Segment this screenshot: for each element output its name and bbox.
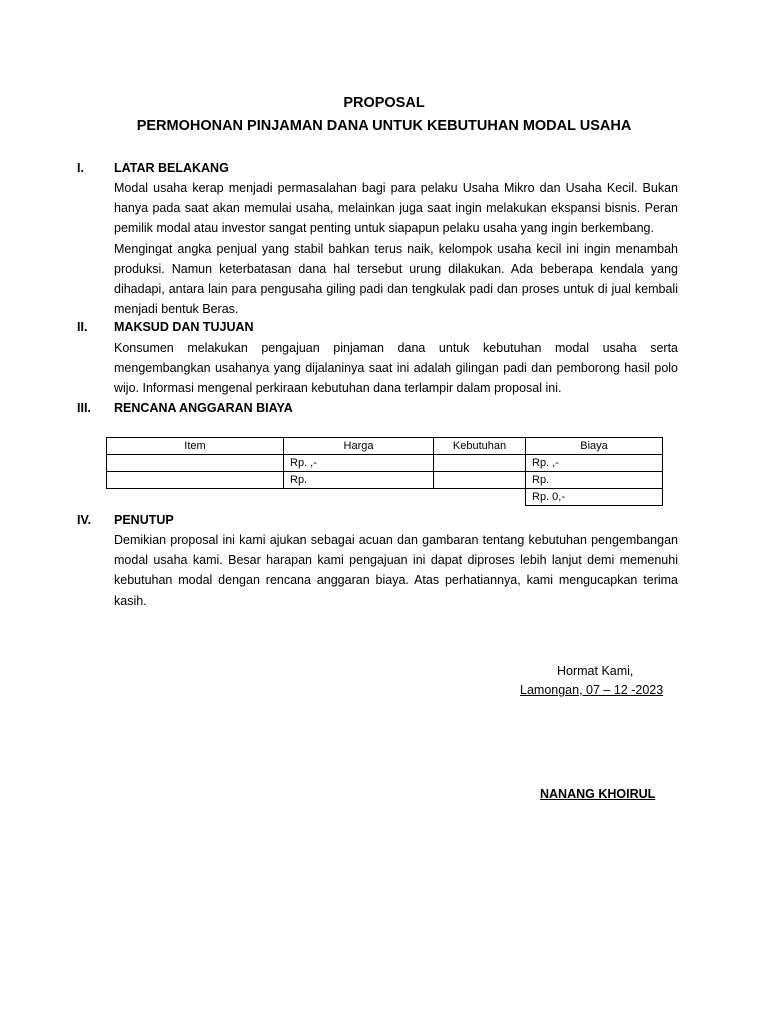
section-1-heading: LATAR BELAKANG	[114, 161, 229, 175]
budget-table-header-row	[107, 438, 663, 455]
budget-cell-kebutuhan	[434, 455, 526, 472]
section-4-paragraph-1: Demikian proposal ini kami ajukan sebagai acuan dan gambaran tentang kebutuhan pengembangan modal usaha kami. Besar harapan kami pengajuan ini dapat diproses lebih lanjut demi memenuhi kebutuhan modal dengan rencana anggaran biaya. Atas perhatiannya, kami mengucapkan terima kasih.	[114, 533, 678, 608]
budget-cell-biaya: Rp. ,-	[526, 455, 663, 472]
section-2-paragraph-1: Konsumen melakukan pengajuan pinjaman dana untuk kebutuhan modal usaha serta mengembangkan usahanya yang dijalaninya saat ini adalah gilingan padi dan pemborong hasil polo wijo. Informasi mengenal perkiraan kebutuhan dana terlampir dalam proposal ini.	[114, 341, 678, 396]
section-2-heading: MAKSUD DAN TUJUAN	[114, 320, 254, 334]
section-3-number: III.	[77, 401, 91, 415]
signer-name: NANANG KHOIRUL	[540, 787, 656, 801]
document-subtitle: PERMOHONAN PINJAMAN DANA UNTUK KEBUTUHAN MODAL USAHA	[136, 118, 632, 134]
document-title: PROPOSAL	[343, 95, 425, 111]
closing-greeting: Hormat Kami,	[557, 664, 634, 678]
table-row	[107, 472, 663, 489]
budget-total-row	[107, 489, 663, 506]
section-4-body	[114, 530, 678, 611]
section-2-number: II.	[77, 320, 88, 334]
budget-header-harga: Harga	[284, 438, 434, 455]
place-date: Lamongan, 07 – 12 -2023	[520, 683, 664, 697]
section-3-heading: RENCANA ANGGARAN BIAYA	[114, 401, 293, 415]
budget-table	[106, 437, 663, 506]
section-2-body	[114, 338, 678, 399]
budget-empty-cell	[434, 489, 526, 506]
budget-cell-item	[107, 455, 284, 472]
budget-empty-cell	[284, 489, 434, 506]
section-1-body	[114, 178, 678, 319]
budget-header-item: Item	[107, 438, 284, 455]
table-row	[107, 455, 663, 472]
section-4-heading: PENUTUP	[114, 513, 174, 527]
section-1-paragraph-1: Modal usaha kerap menjadi permasalahan bagi para pelaku Usaha Mikro dan Usaha Kecil. Bukan hanya pada saat akan memulai usaha, melainkan juga saat ingin melakukan ekspansi bisnis. Peran pemilik modal atau investor sangat penting untuk siapapun pelaku usaha yang ingin berkembang.	[114, 181, 678, 236]
section-4-number: IV.	[77, 513, 92, 527]
budget-total-cell: Rp. 0,-	[526, 489, 663, 506]
section-1-number: I.	[77, 161, 84, 175]
section-1-paragraph-2: Mengingat angka penjual yang stabil bahkan terus naik, kelompok usaha kecil ini ingin menambah produksi. Namun keterbatasan dana hal tersebut urung dilakukan. Ada beberapa kendala yang dihadapi, antara lain para pengusaha giling padi dan tengkulak padi dan proses untuk di jual kembali menjadi bentuk Beras.	[114, 241, 678, 317]
budget-header-kebutuhan: Kebutuhan	[434, 438, 526, 455]
budget-cell-item	[107, 472, 284, 489]
budget-empty-cell	[107, 489, 284, 506]
budget-cell-kebutuhan	[434, 472, 526, 489]
budget-header-biaya: Biaya	[526, 438, 663, 455]
budget-cell-harga: Rp. ,-	[284, 455, 434, 472]
budget-cell-harga: Rp.	[284, 472, 434, 489]
budget-cell-biaya: Rp.	[526, 472, 663, 489]
